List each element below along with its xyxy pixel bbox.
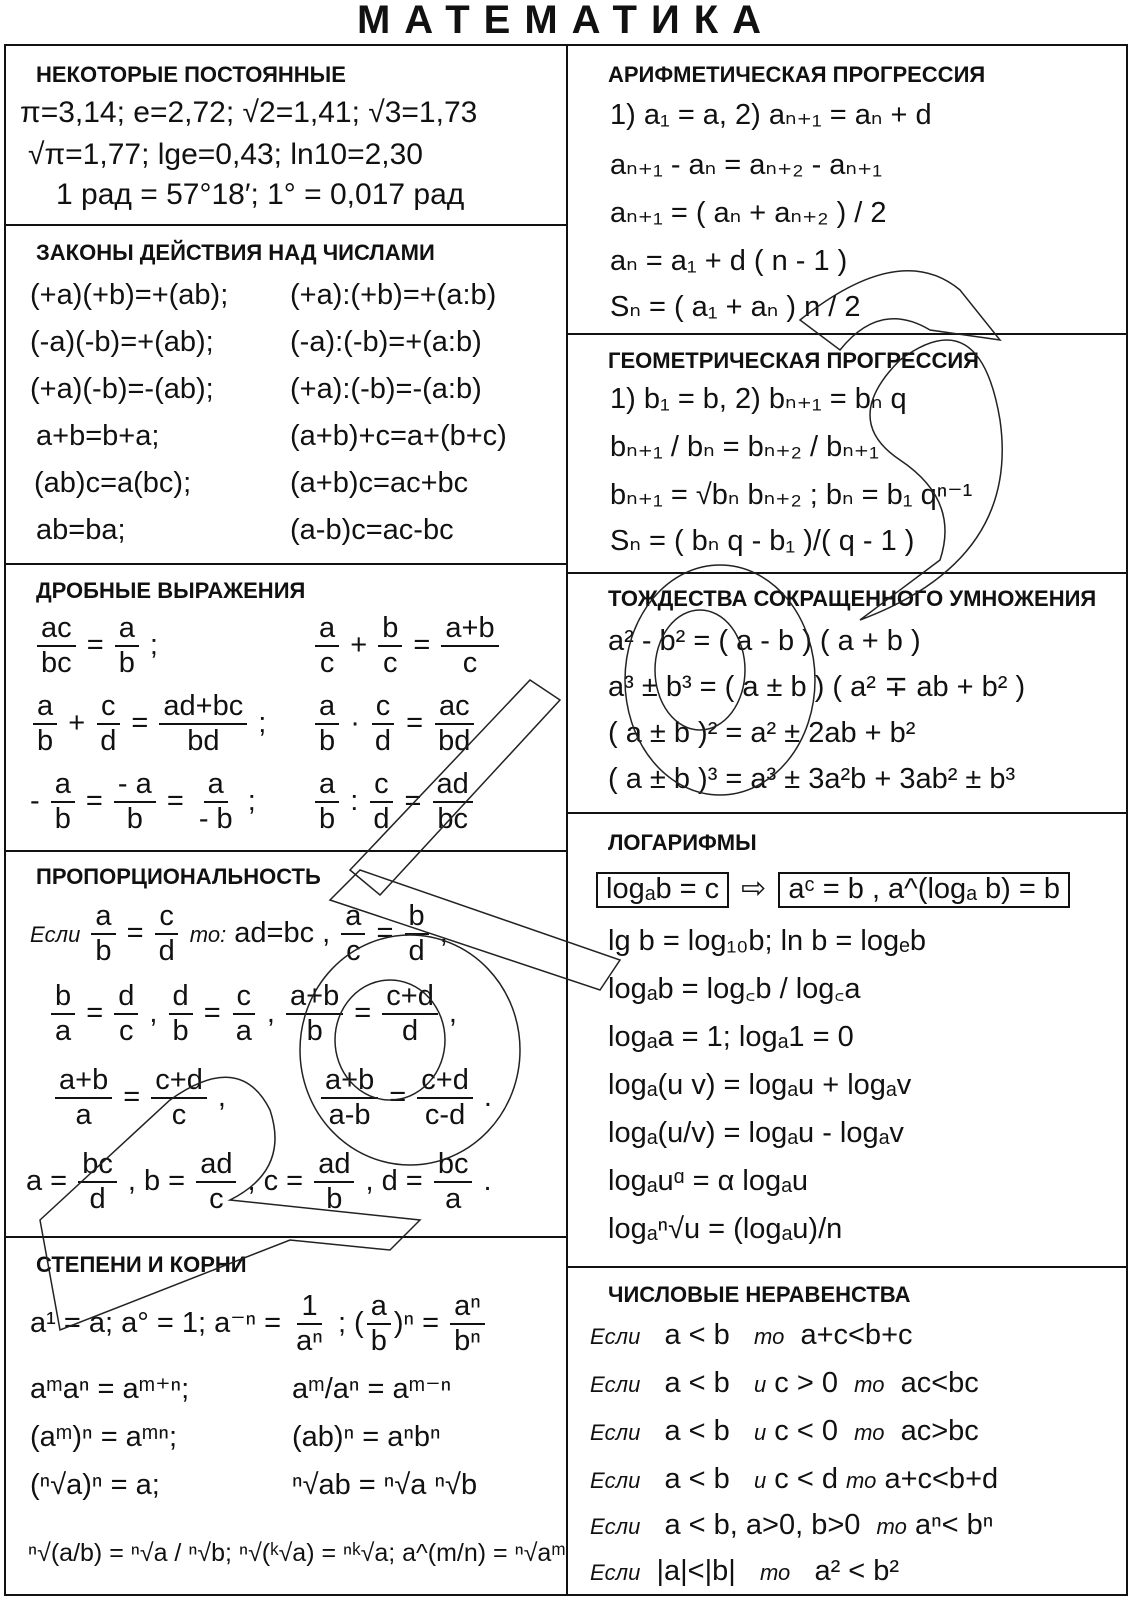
fraction-rule: $\frac{a}{b}$ + $\frac{c}{d}$ = $\frac{ad+bc}{bd}$ ;: [30, 690, 266, 759]
section-heading: ГЕОМЕТРИЧЕСКАЯ ПРОГРЕССИЯ: [608, 348, 979, 373]
divider: [566, 1266, 1128, 1268]
formula-line: aₙ₊₁ = ( aₙ + aₙ₊₂ ) / 2: [610, 197, 887, 229]
fraction-rule: $\frac{ac}{bc}$ = $\frac{a}{b}$ ;: [34, 612, 158, 681]
divider: [566, 572, 1128, 574]
law-left: (+a)(+b)=+(ab);: [30, 279, 229, 311]
law-left: (+a)(-b)=-(ab);: [30, 373, 214, 405]
divider: [566, 812, 1128, 814]
section-heading: ПРОПОРЦИОНАЛЬНОСТЬ: [36, 864, 321, 889]
formula-line: 1) b₁ = b, 2) bₙ₊₁ = bₙ q: [610, 383, 907, 415]
formula-line: a¹ = a; a° = 1; a⁻ⁿ = $\frac{1}{\text{aⁿ}}$ ; ( $\frac{a}{b}$ )ⁿ = $\frac{\text{aⁿ}}{\text{bⁿ}}$: [30, 1290, 488, 1359]
formula-line: 1) a₁ = a, 2) aₙ₊₁ = aₙ + d: [610, 99, 932, 131]
formula-line: ( a ± b )² = a² ± 2ab + b²: [608, 717, 916, 749]
fraction-rule: - $\frac{a}{b}$ = $\frac{- a}{b}$ = $\frac{a}{- b}$ ;: [30, 768, 256, 836]
formula-line: ( a ± b )³ = a³ ± 3a²b + 3ab² ± b³: [608, 763, 1016, 795]
law-left: ab=ba;: [36, 514, 126, 546]
formula-line: ⁿ√ab = ⁿ√a ⁿ√b: [292, 1469, 478, 1501]
formula-line: logₐa = 1; logₐ1 = 0: [608, 1021, 854, 1053]
formula-line: a² - b² = ( a - b ) ( a + b ): [608, 625, 921, 657]
section-heading: ЗАКОНЫ ДЕЙСТВИЯ НАД ЧИСЛАМИ: [36, 240, 435, 265]
inequality-row: Если a < b и c < d то a+c<b+d: [590, 1463, 999, 1495]
law-left: (ab)c=a(bc);: [34, 467, 192, 499]
proportion-rule: $\frac{b}{a}$ = $\frac{d}{c}$ , $\frac{d}{b}$ = $\frac{c}{a}$ , $\frac{a+b}{b}$ = $\frac{c+d}{d}$ ,: [48, 980, 457, 1049]
section-heading: ТОЖДЕСТВА СОКРАЩЕННОГО УМНОЖЕНИЯ: [608, 586, 1097, 611]
formula-line: lg b = log₁₀b; ln b = logₑb: [608, 925, 926, 957]
formula-line: 1 рад = 57°18′; 1° = 0,017 рад: [56, 178, 465, 211]
divider: [4, 224, 566, 226]
divider: [4, 563, 566, 565]
section-heading: ДРОБНЫЕ ВЫРАЖЕНИЯ: [36, 578, 306, 603]
formula-line: aₙ = a₁ + d ( n - 1 ): [610, 245, 848, 277]
inequality-row: Если a < b то a+c<b+c: [590, 1319, 913, 1351]
proportion-rule: $\frac{a+b}{a-b}$ = $\frac{c+d}{c-d}$ .: [318, 1064, 492, 1133]
law-right: (a+b)+c=a+(b+c): [290, 420, 507, 452]
formula-line: ⁿ√(a/b) = ⁿ√a / ⁿ√b; ⁿ√(ᵏ√a) = ⁿᵏ√a; a^(m/n) = ⁿ√aᵐ: [28, 1539, 566, 1567]
proportion-rule: a = $\frac{bc}{d}$ , b = $\frac{ad}{c}$ , c = $\frac{ad}{b}$ , d = $\frac{bc}{a}$ .: [26, 1148, 492, 1216]
formula-line: logₐ(u v) = logₐu + logₐv: [608, 1069, 912, 1101]
fraction-rule: $\frac{a}{b}$ : $\frac{c}{d}$ = $\frac{ad}{bc}$: [312, 768, 476, 837]
formula-line: aₙ₊₁ - aₙ = aₙ₊₂ - aₙ₊₁: [610, 149, 883, 181]
divider: [566, 333, 1128, 335]
formula-line: aᵐ/aⁿ = aᵐ⁻ⁿ: [292, 1373, 452, 1405]
section-heading: ЧИСЛОВЫЕ НЕРАВЕНСТВА: [608, 1282, 911, 1307]
formula-line: a³ ± b³ = ( a ± b ) ( a² ∓ ab + b² ): [608, 671, 1026, 703]
section-heading: АРИФМЕТИЧЕСКАЯ ПРОГРЕССИЯ: [608, 62, 986, 87]
law-right: (a+b)c=ac+bc: [290, 467, 469, 499]
law-left: (-a)(-b)=+(ab);: [30, 326, 214, 358]
formula-line: √π=1,77; lge=0,43; ln10=2,30: [28, 138, 423, 171]
formula-line: (ab)ⁿ = aⁿbⁿ: [292, 1421, 441, 1453]
divider: [4, 850, 566, 852]
log-definition: logₐb = c ⇨ aᶜ = b , a^(logₐ b) = b: [596, 872, 1070, 908]
law-right: (+a):(+b)=+(a:b): [290, 279, 497, 311]
inequality-row: Если |a|<|b| то a² < b²: [590, 1555, 900, 1587]
section-heading: НЕКОТОРЫЕ ПОСТОЯННЫЕ: [36, 62, 346, 87]
formula-line: aᵐaⁿ = aᵐ⁺ⁿ;: [30, 1373, 190, 1405]
section-heading: ЛОГАРИФМЫ: [608, 830, 757, 855]
formula-line: Sₙ = ( a₁ + aₙ ) n / 2: [610, 291, 861, 323]
fraction-rule: $\frac{a}{c}$ + $\frac{b}{c}$ = $\frac{a+b}{c}$: [312, 612, 502, 681]
formula-line: π=3,14; e=2,72; √2=1,41; √3=1,73: [20, 96, 478, 129]
formula-line: Sₙ = ( bₙ q - b₁ )/( q - 1 ): [610, 525, 915, 557]
law-right: (-a):(-b)=+(a:b): [290, 326, 482, 358]
law-right: (+a):(-b)=-(a:b): [290, 373, 482, 405]
formula-line: (ⁿ√a)ⁿ = a;: [30, 1469, 160, 1501]
law-right: (a-b)c=ac-bc: [290, 514, 454, 546]
formula-line: logₐuᵅ = α logₐu: [608, 1165, 809, 1197]
law-left: a+b=b+a;: [36, 420, 160, 452]
column-divider: [566, 44, 568, 1596]
formula-line: (aᵐ)ⁿ = aᵐⁿ;: [30, 1421, 178, 1453]
proportion-rule: $\frac{a+b}{a}$ = $\frac{c+d}{c}$ ,: [52, 1064, 226, 1133]
page-title: МАТЕМАТИКА: [356, 0, 776, 42]
formula-line: bₙ₊₁ / bₙ = bₙ₊₂ / bₙ₊₁: [610, 431, 879, 463]
inequality-row: Если a < b, a>0, b>0 то aⁿ< bⁿ: [590, 1509, 994, 1541]
formula-line: bₙ₊₁ = √bₙ bₙ₊₂ ; bₙ = b₁ qⁿ⁻¹: [610, 479, 973, 511]
formula-line: logₐⁿ√u = (logₐu)/n: [608, 1213, 843, 1245]
formula-line: logₐb = log꜀b / log꜀a: [608, 973, 861, 1005]
section-heading: СТЕПЕНИ И КОРНИ: [36, 1252, 247, 1277]
inequality-row: Если a < b и c > 0 то ac<bc: [590, 1367, 979, 1399]
fraction-rule: $\frac{a}{b}$ · $\frac{c}{d}$ = $\frac{ac}{bd}$: [312, 690, 477, 759]
inequality-row: Если a < b и c < 0 то ac>bc: [590, 1415, 979, 1447]
proportion-rule: Если $\frac{a}{b}$ = $\frac{c}{d}$ то: ad=bc , $\frac{a}{c}$ = $\frac{b}{d}$ ,: [30, 900, 448, 968]
formula-line: logₐ(u/v) = logₐu - logₐv: [608, 1117, 904, 1149]
divider: [4, 1236, 566, 1238]
